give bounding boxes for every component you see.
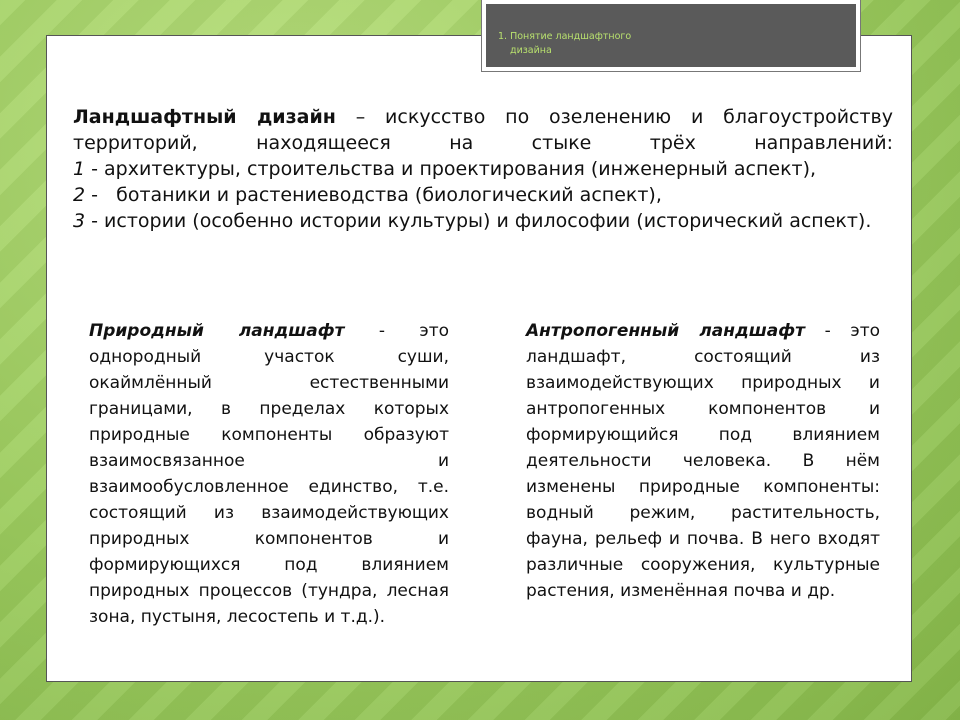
section-title-tab: [482, 0, 860, 71]
list-item: [73, 208, 893, 234]
section-title-line-1: 1. Понятие ландшафтного: [498, 31, 632, 42]
natural-landscape-text: - это однородный участок суши, окаймлённый естественными границами, в пределах которых природные компоненты образуют взаимосвязанное и взаимообусловленное единство, т.е. состоящий из взаимодействующих природных компонентов и формирующихся под влиянием природных процессов (тундра, лесная зона, пустыня, лесостепь и т.д.).: [89, 321, 450, 627]
section-title-line-2: дизайна: [510, 45, 552, 56]
anthropogenic-landscape-paragraph: [526, 318, 880, 604]
natural-landscape-term: Природный ландшафт: [89, 321, 345, 341]
list-item: [73, 156, 893, 182]
anthropogenic-landscape-term: Антропогенный ландшафт: [526, 321, 805, 341]
intro-paragraph: [73, 104, 893, 156]
list-item-number: 3: [73, 210, 86, 232]
list-item: [73, 182, 893, 208]
list-item-text: - архитектуры, строительства и проектирования (инженерный аспект),: [85, 158, 817, 180]
anthropogenic-landscape-text: - это ландшафт, состоящий из взаимодействующих природных и антропогенных компонентов и формирующийся под влиянием деятельности человека. В нём изменены природные компоненты: водный режим, растительность, фауна, рельеф и почва. В него входят различные сооружения, культурные растения, изменённая почва и др.: [526, 321, 881, 601]
natural-landscape-paragraph: [89, 318, 449, 630]
list-item-text: - ботаники и растениеводства (биологический аспект),: [85, 184, 662, 206]
anthropogenic-landscape-column: [526, 318, 880, 604]
section-title: [498, 30, 718, 58]
list-item-number: 1: [73, 158, 86, 180]
intro-term: Ландшафтный дизайн: [73, 106, 336, 128]
intro-definition: [73, 104, 893, 234]
list-item-number: 2: [73, 184, 86, 206]
intro-definition-text: – искусство по озеленению и благоустройству территорий, находящееся на стыке трёх направлений:: [73, 106, 893, 154]
natural-landscape-column: [89, 318, 449, 630]
list-item-text: - истории (особенно истории культуры) и философии (исторический аспект).: [85, 210, 872, 232]
